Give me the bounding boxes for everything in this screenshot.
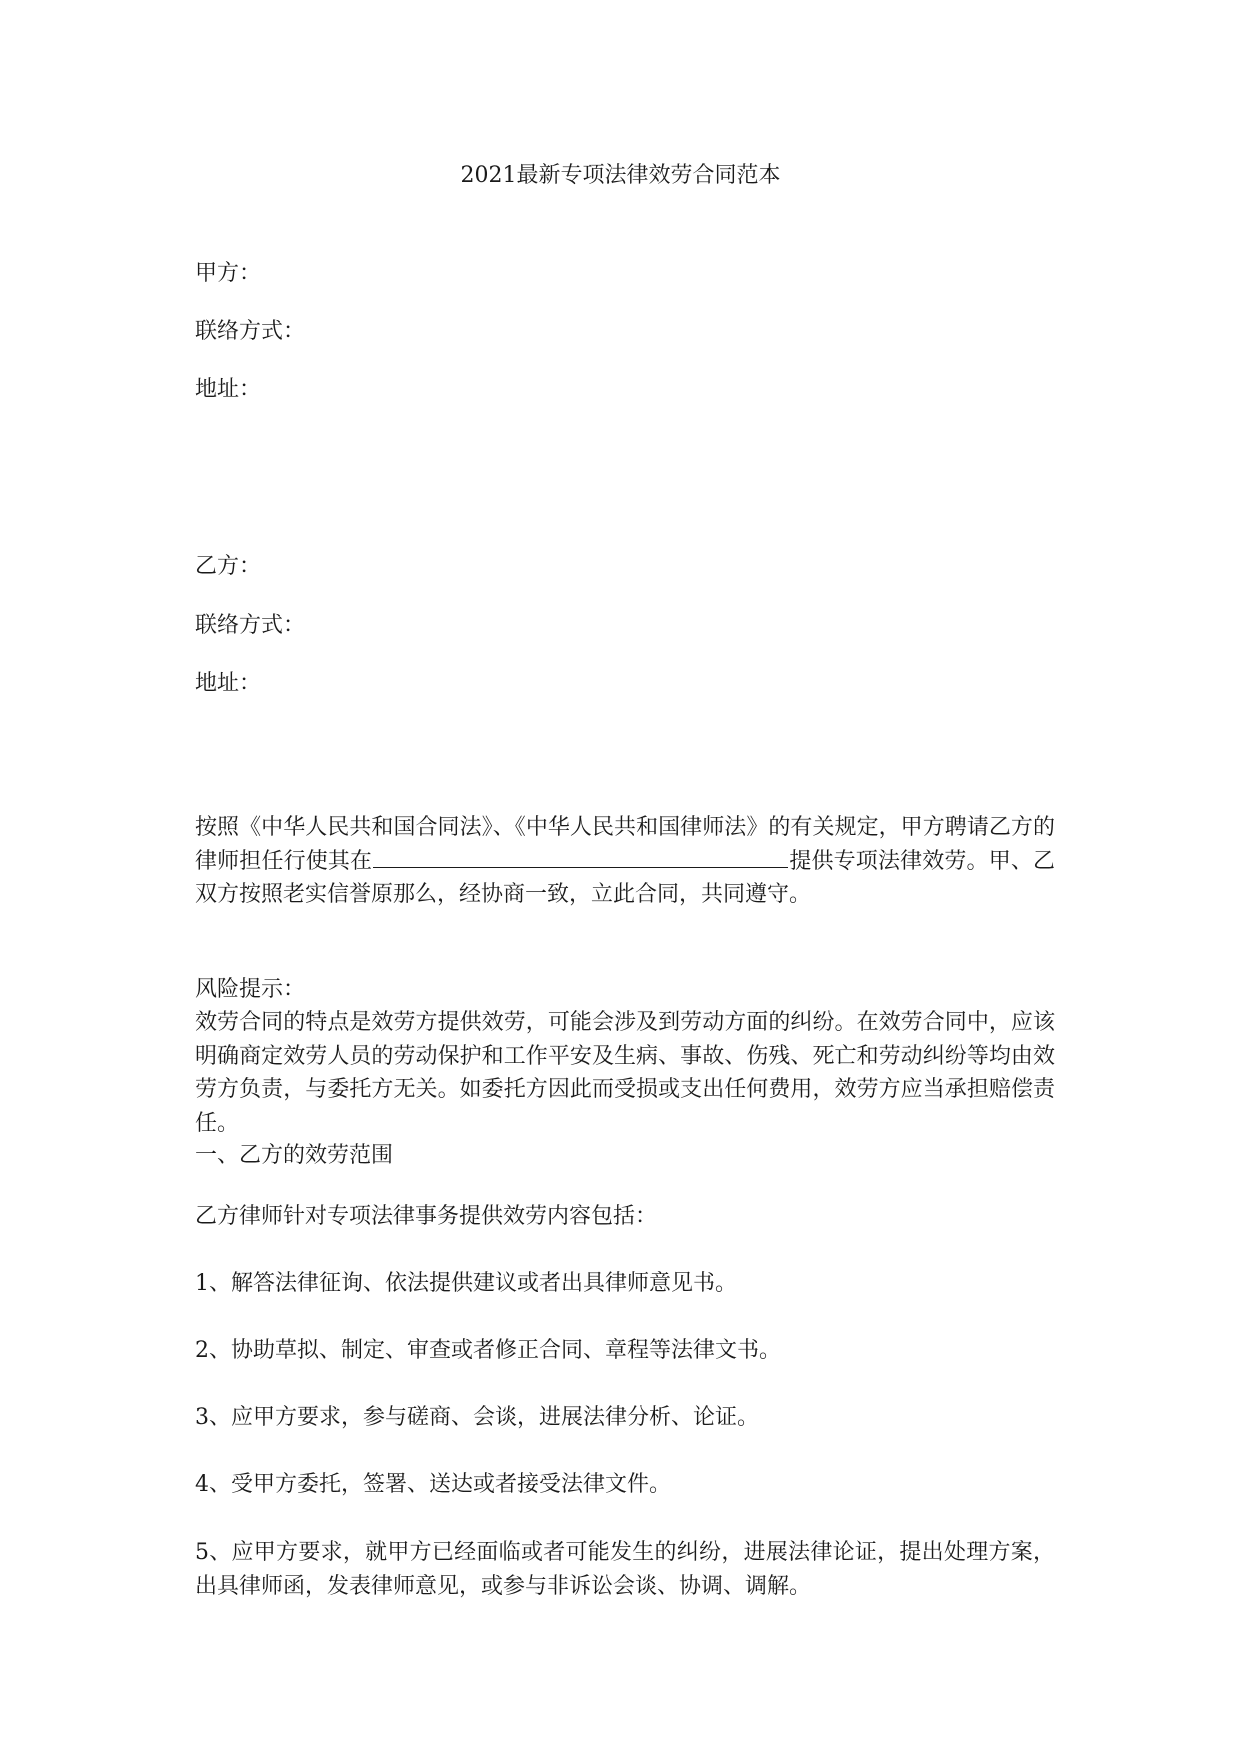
fill-in-blank-line [373,845,788,868]
preamble-text-part2: 提供专项法律效劳。甲、乙双方按照老实信誉原那么，经协商一致，立此合同，共同遵守。 [195,848,1055,907]
risk-heading: 风险提示： [195,977,306,1002]
section-intro: 乙方律师针对专项法律事务提供效劳内容包括： [195,1204,658,1229]
party-b-label: 乙方： [195,554,262,579]
list-item: 4、受甲方委托，签署、送达或者接受法律文件。 [195,1472,671,1497]
list-item: 3、应甲方要求，参与磋商、会谈，进展法律分析、论证。 [195,1405,759,1430]
document-title: 2021最新专项法律效劳合同范本 [460,163,781,188]
preamble-paragraph [195,811,1055,912]
preamble-text-part1: 按照《中华人民共和国合同法》、《中华人民共和国律师法》的有关规定，甲方聘请乙方的律师担任行使其在 [195,815,1055,874]
party-a-address-label: 地址： [195,377,262,402]
party-a-contact-label: 联络方式： [195,319,306,344]
list-item: 5、应甲方要求，就甲方已经面临或者可能发生的纠纷，进展法律论证，提出处理方案，出具律师函，发表律师意见，或参与非诉讼会谈、协调、调解。 [195,1540,1055,1599]
list-item: 1、解答法律征询、依法提供建议或者出具律师意见书。 [195,1271,737,1296]
party-b-contact-label: 联络方式： [195,613,306,638]
party-b-address-label: 地址： [195,671,262,696]
list-item: 2、协助草拟、制定、审查或者修正合同、章程等法律文书。 [195,1338,781,1363]
party-a-label: 甲方： [195,261,262,286]
risk-paragraph: 效劳合同的特点是效劳方提供效劳，可能会涉及到劳动方面的纠纷。在效劳合同中，应该明确商定效劳人员的劳动保护和工作平安及生病、事故、伤残、死亡和劳动纠纷等均由效劳方负责，与委托方无关。如委托方因此而受损或支出任何费用，效劳方应当承担赔偿责任。 [195,1010,1055,1136]
section-heading: 一、乙方的效劳范围 [195,1143,394,1168]
